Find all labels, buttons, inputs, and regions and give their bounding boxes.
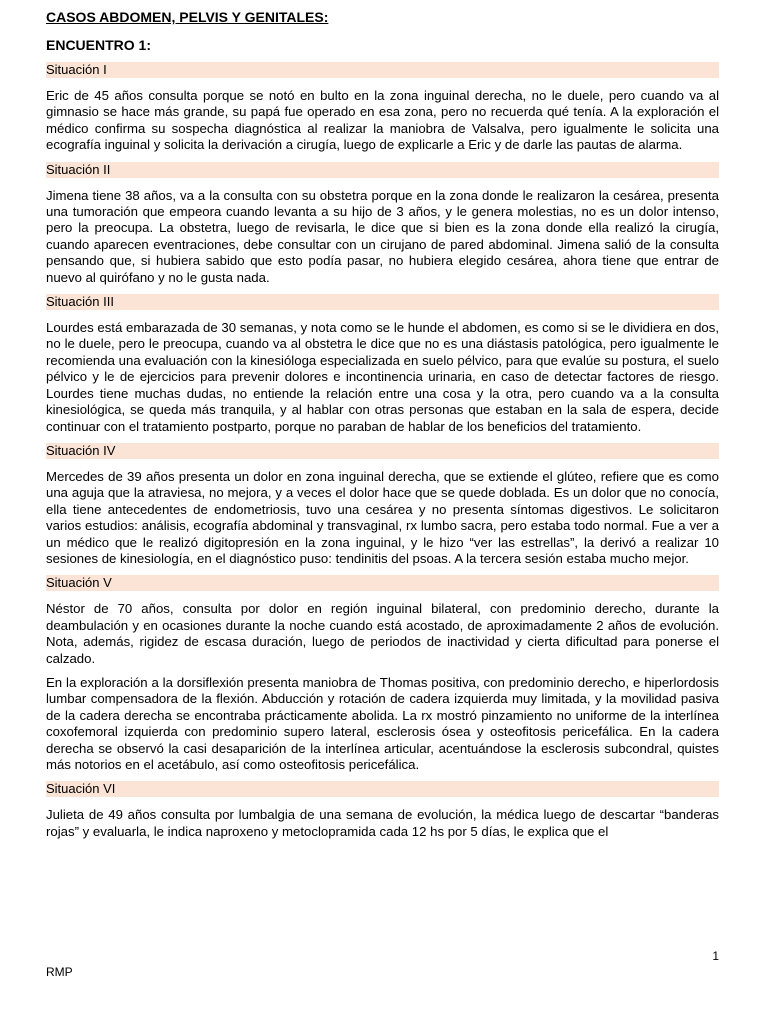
section-heading: Situación IV <box>46 443 719 459</box>
section-paragraph: Jimena tiene 38 años, va a la consulta con su obstetra porque en la zona donde le realizaron la cesárea, presenta una tumoración que empeora cuando levanta a su hijo de 3 años, y le genera molestias, no es un dolor intenso, pero la preocupa. La obstetra, luego de revisarla, le dice que si bien es la zona donde ella realizó la cirugía, cuando aparecen eventraciones, debe consultar con un cirujano de pared abdominal. Jimena salió de la consulta pensando que, si hubiera sabido que esto podía pasar, no hubiera elegido cesárea, ahora tiene que entrar de nuevo al quirófano y no le gusta nada. <box>46 187 719 285</box>
footer-text: RMP <box>46 965 73 979</box>
section-paragraph: Julieta de 49 años consulta por lumbalgia de una semana de evolución, la médica luego de descartar “banderas rojas” y evaluarla, le indica naproxeno y metoclopramida cada 12 hs por 5 días, le explica que el <box>46 807 719 839</box>
section-paragraph: Néstor de 70 años, consulta por dolor en región inguinal bilateral, con predominio derecho, durante la deambulación y en ocasiones durante la noche cuando está acostado, de aproximadamente 2 años de evolución. Nota, además, rigidez de escasa duración, luego de periodos de inactividad y cierta dificultad para ponerse el calzado. <box>46 601 719 666</box>
encounter-title: ENCUENTRO 1: <box>46 37 152 53</box>
section-heading: Situación I <box>46 62 719 78</box>
section-paragraph: En la exploración a la dorsiflexión presenta maniobra de Thomas positiva, con predominio derecho, e hiperlordosis lumbar compensadora de la flexión. Abducción y rotación de cadera izquierda muy limitada, y la movilidad pasiva de la cadera derecha se encontraba prácticamente abolida. La rx mostró pinzamiento no uniforme de la interlínea coxofemoral izquierda con predominio supero lateral, esclerosis ósea y osteofitosis pericefálica. En la cadera derecha se observó la casi desaparición de la interlínea articular, acentuándose la esclerosis subcondral, quistes más notorios en el acetábulo, así como osteofitosis pericefálica. <box>46 674 719 772</box>
section-4 <box>46 443 719 567</box>
document-page <box>46 8 719 848</box>
section-paragraph: Eric de 45 años consulta porque se notó en bulto en la zona inguinal derecha, no le duele, pero cuando va al gimnasio se hace más grande, su papá fue operado en esa zona, pero no recuerda qué tenía. A la exploración el médico confirma su sospecha diagnóstica al realizar la maniobra de Valsalva, pero igualmente le solicita una ecografía inguinal y solicita la derivación a cirugía, luego de explicarle a Eric y de darle las pautas de alarma. <box>46 88 719 153</box>
section-paragraph: Lourdes está embarazada de 30 semanas, y nota como se le hunde el abdomen, es como si se le dividiera en dos, no le duele, pero le preocupa, cuando va al obstetra le dice que no es una diástasis patológica, pero igualmente le recomienda una evaluación con la kinesióloga especializada en suelo pélvico, para que evalúe su postura, el suelo pélvico y le de ejercicios para prevenir dolores e incontinencia urinaria, en caso de detectar factores de riesgo. Lourdes tiene muchas dudas, no entiende la relación entre una cosa y la otra, pero cuando va a la consulta kinesiológica, se queda más tranquila, y al hablar con otras personas que estaban en la sala de espera, decide continuar con el tratamiento postparto, porque no paraban de hablar de los beneficios del tratamiento. <box>46 320 719 434</box>
section-paragraph: Mercedes de 39 años presenta un dolor en zona inguinal derecha, que se extiende el glúteo, refiere que es como una aguja que la atraviesa, no mejora, y a veces el dolor hace que se quede doblada. Es un dolor que no conocía, ella tiene antecedentes de endometriosis, tuvo una cesárea y no presenta síntomas digestivos. Le solicitaron varios estudios: análisis, ecografía abdominal y transvaginal, rx lumbo sacra, pero estaba todo normal. Fue a ver a un médico que le realizó digitopresión en la zona inguinal, y le hizo “ver las estrellas”, la derivó a realizar 10 sesiones de kinesiología, en el diagnóstico puso: tendinitis del psoas. A la tercera sesión estaba mucho mejor. <box>46 468 719 566</box>
section-3 <box>46 294 719 435</box>
section-5 <box>46 575 719 773</box>
section-6 <box>46 781 719 840</box>
section-heading: Situación V <box>46 575 719 591</box>
document-title: CASOS ABDOMEN, PELVIS Y GENITALES: <box>46 9 329 25</box>
section-1 <box>46 62 719 154</box>
section-heading: Situación III <box>46 294 719 310</box>
section-heading: Situación II <box>46 162 719 178</box>
section-2 <box>46 162 719 286</box>
section-heading: Situación VI <box>46 781 719 797</box>
page-number: 1 <box>712 949 719 963</box>
